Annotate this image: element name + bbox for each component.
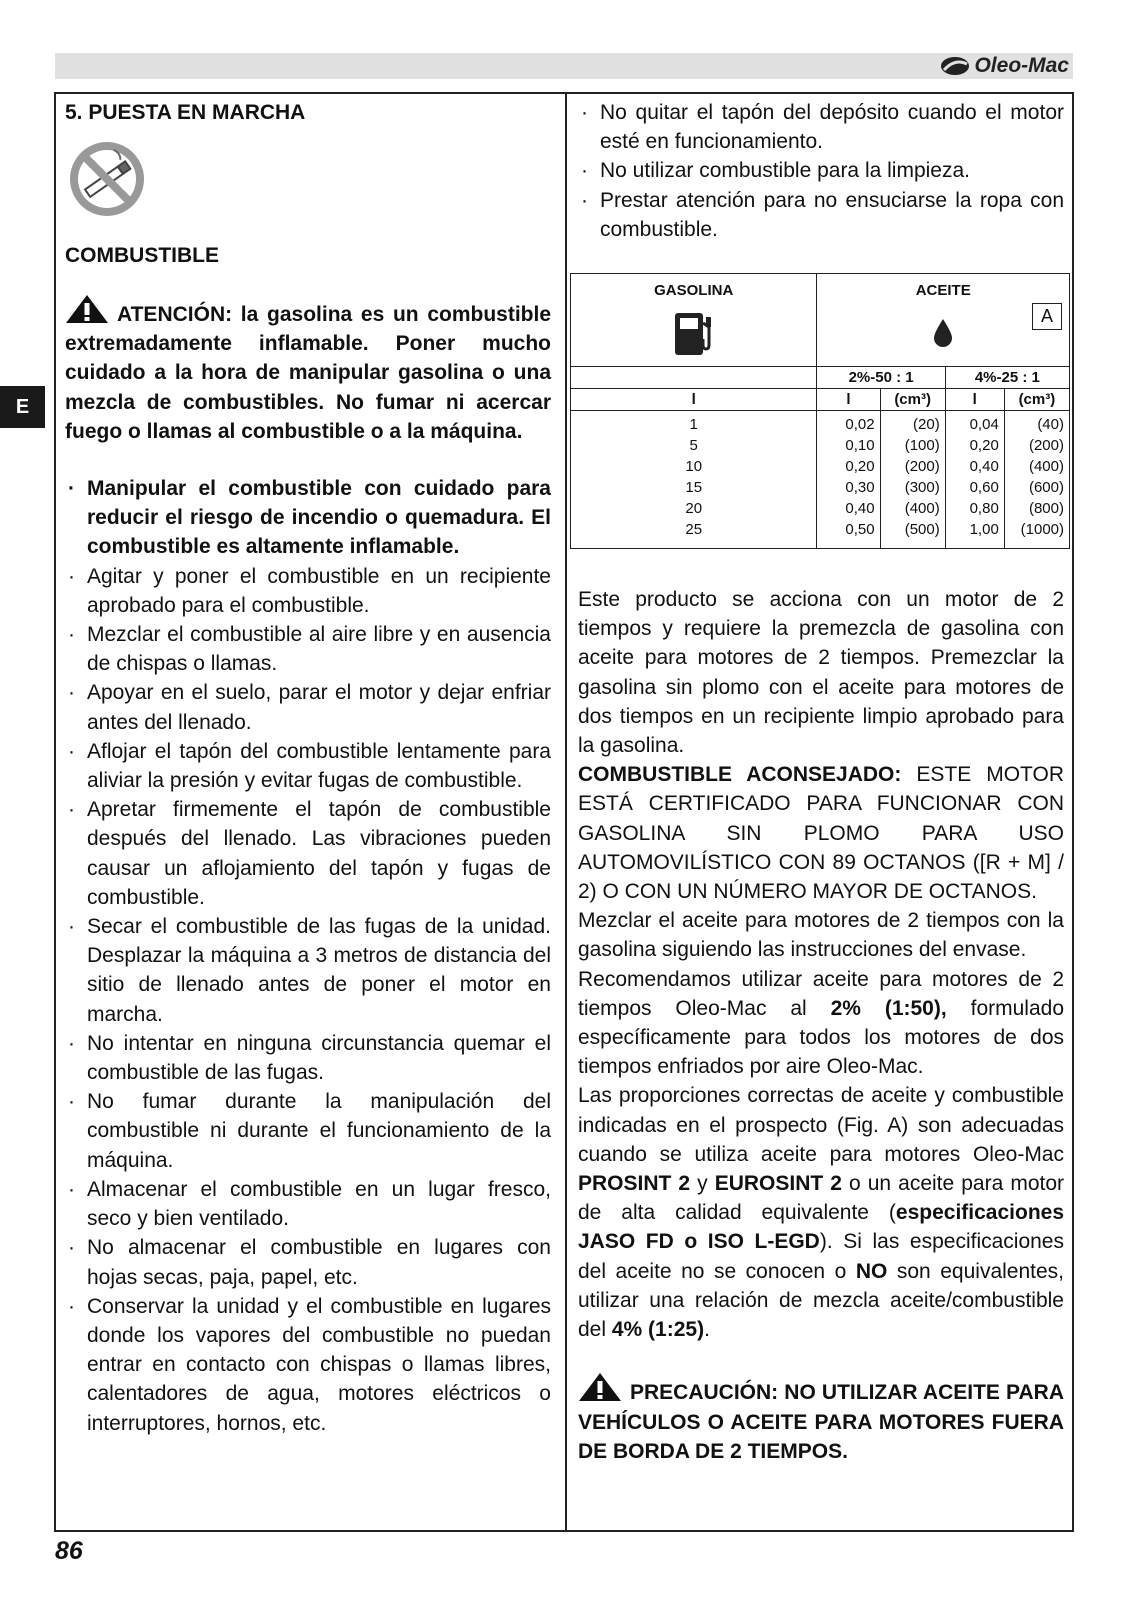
fuel-pump-cell bbox=[571, 306, 817, 367]
list-item: · Apoyar en el suelo, parar el motor y dejar enfriar antes del llenado. bbox=[65, 678, 551, 736]
table-row bbox=[571, 411, 1070, 436]
table-cell: (800) bbox=[1004, 498, 1069, 519]
recommended-fuel-paragraph bbox=[578, 760, 1064, 906]
list-item: · Apretar firmemente el tapón de combustible después del llenado. Las vibraciones pueden causar un aflojamiento del tapón y fugas de combustible. bbox=[65, 795, 551, 912]
table-cell: 25 bbox=[685, 521, 703, 539]
no-smoking-icon bbox=[67, 139, 147, 219]
text-span: y bbox=[697, 1172, 708, 1196]
caution-note bbox=[578, 1372, 1064, 1466]
table-cell: 0,04 bbox=[945, 411, 1004, 436]
mix-table-body bbox=[571, 411, 1070, 549]
list-item: · Aflojar el tapón del combustible lentamente para aliviar la presión y evitar fugas de combustible. bbox=[65, 737, 551, 795]
caution-text: PRECAUCIÓN: NO UTILIZAR ACEITE PARA VEHÍCULOS O ACEITE PARA MOTORES FUERA DE BORDA DE 2 TIEMPOS. bbox=[578, 1381, 1064, 1463]
ratio-4-percent: 4%-25 : 1 bbox=[945, 367, 1069, 389]
text-span: ). Si las especificaciones del aceite no se conocen o bbox=[578, 1230, 1064, 1283]
table-cell: 1,00 bbox=[945, 519, 1004, 549]
text-span: formulado específicamente para todos los motores de dos tiempos enfriados por aire Oleo-Mac. bbox=[578, 996, 1064, 1079]
unit-oil-cm3-1: (cm³) bbox=[880, 389, 945, 411]
text-span: Recomendamos utilizar aceite para motores de 2 tiempos Oleo-Mac al bbox=[578, 967, 1064, 1020]
list-item: · No almacenar el combustible en lugares con hojas secas, paja, papel, etc. bbox=[65, 1233, 551, 1291]
page-number: 86 bbox=[55, 1537, 83, 1565]
table-cell: 0,20 bbox=[817, 456, 880, 477]
unit-gasoline-l: l bbox=[691, 391, 696, 409]
recommended-fuel-label: COMBUSTIBLE ACONSEJADO: bbox=[578, 763, 902, 787]
table-cell: (100) bbox=[880, 435, 945, 456]
oil-drop-icon bbox=[932, 318, 954, 348]
table-cell: (200) bbox=[880, 456, 945, 477]
list-item: · No fumar durante la manipulación del combustible ni durante el funcionamiento de la máquina. bbox=[65, 1087, 551, 1175]
table-row bbox=[571, 498, 1070, 519]
right-column bbox=[578, 98, 1064, 1466]
oil-proportions-paragraph bbox=[578, 1081, 1064, 1344]
recommended-oil-paragraph bbox=[578, 965, 1064, 1082]
table-cell: 0,50 bbox=[817, 519, 880, 549]
table-cell: 0,80 bbox=[945, 498, 1004, 519]
table-cell: (1000) bbox=[1004, 519, 1069, 549]
text-span: son equivalentes, utilizar una relación de mezcla aceite/combustible del bbox=[578, 1259, 1064, 1342]
section-title: 5. PUESTA EN MARCHA bbox=[65, 101, 306, 124]
fuel-warning bbox=[65, 294, 551, 446]
unit-oil-l-2: l bbox=[945, 389, 1004, 411]
table-cell: (200) bbox=[1004, 435, 1069, 456]
language-tab: E bbox=[0, 386, 45, 428]
table-row bbox=[571, 456, 1070, 477]
table-cell: (400) bbox=[880, 498, 945, 519]
list-item: · Manipular el combustible con cuidado para reducir el riesgo de incendio o quemadura. El combustible es altamente inflamable. bbox=[65, 474, 551, 562]
table-cell: 10 bbox=[685, 458, 703, 476]
recommended-fuel-text: ESTE MOTOR ESTÁ CERTIFICADO PARA FUNCIONAR CON GASOLINA SIN PLOMO PARA USO AUTOMOVILÍSTICO CON 89 OCTANOS ([R + M] / 2) O CON UN NÚMERO MAYOR DE OCTANOS. bbox=[578, 763, 1065, 904]
logo-text: Oleo-Mac bbox=[974, 54, 1069, 77]
unit-oil-l-1: l bbox=[817, 389, 880, 411]
text-span: Las proporciones correctas de aceite y combustible indicadas en el prospecto (Fig. A) son adecuadas cuando se utiliza aceite para motores Oleo-Mac bbox=[578, 1084, 1064, 1166]
ratio-2-percent: 2%-50 : 1 bbox=[817, 367, 945, 389]
left-column bbox=[65, 98, 551, 1438]
subsection-title: COMBUSTIBLE bbox=[65, 244, 219, 267]
fuel-warning-text: ATENCIÓN: la gasolina es un combustible extremadamente inflamable. Poner mucho cuidado a la hora de manipular gasolina o una mezcla de combustibles. No fumar ni acercar fuego o llamas al combustible o a la máquina. bbox=[65, 303, 551, 443]
oil-header: ACEITE bbox=[817, 274, 1070, 307]
list-item: · Mezclar el combustible al aire libre y en ausencia de chispas o llamas. bbox=[65, 620, 551, 678]
table-cell: 0,02 bbox=[817, 411, 880, 436]
table-cell: (40) bbox=[1004, 411, 1069, 436]
unit-oil-cm3-2: (cm³) bbox=[1004, 389, 1069, 411]
table-row bbox=[571, 435, 1070, 456]
list-item: · Almacenar el combustible en un lugar fresco, seco y bien ventilado. bbox=[65, 1175, 551, 1233]
logo-swoosh-icon bbox=[940, 56, 970, 76]
table-cell: (600) bbox=[1004, 477, 1069, 498]
table-cell: (500) bbox=[880, 519, 945, 549]
table-cell: 0,60 bbox=[945, 477, 1004, 498]
ratio-bold: 4% (1:25) bbox=[611, 1318, 705, 1342]
table-cell: 0,10 bbox=[817, 435, 880, 456]
mix-table-wrapper bbox=[578, 273, 1064, 549]
list-item: · Prestar atención para no ensuciarse la ropa con combustible. bbox=[578, 186, 1064, 244]
table-cell: 5 bbox=[689, 437, 698, 455]
warning-icon bbox=[578, 1372, 622, 1402]
table-cell: (20) bbox=[880, 411, 945, 436]
list-item: · No quitar el tapón del depósito cuando el motor esté en funcionamiento. bbox=[578, 98, 1064, 156]
table-cell: (300) bbox=[880, 477, 945, 498]
no-bold: NO bbox=[855, 1259, 888, 1283]
table-cell: 0,40 bbox=[817, 498, 880, 519]
text-span: o un aceite para motor de alta calidad equivalente ( bbox=[578, 1172, 1065, 1225]
table-cell: 20 bbox=[685, 500, 703, 518]
mix-instructions-paragraph: Mezclar el aceite para motores de 2 tiempos con la gasolina siguiendo las instrucciones del envase. bbox=[578, 909, 1064, 962]
gasoline-header: GASOLINA bbox=[654, 281, 734, 299]
list-item: · Conservar la unidad y el combustible en lugares donde los vapores del combustible no puedan entrar en contacto con chispas o llamas libres, calentadores de agua, motores eléctricos o interruptores, hornos, etc. bbox=[65, 1292, 551, 1438]
header-bar bbox=[55, 53, 1073, 79]
product-name: EUROSINT 2 bbox=[714, 1172, 842, 1196]
table-cell: 0,40 bbox=[945, 456, 1004, 477]
table-cell: 15 bbox=[685, 479, 703, 497]
table-cell: (400) bbox=[1004, 456, 1069, 477]
table-cell: 1 bbox=[689, 416, 698, 434]
fuel-safety-list-continued bbox=[578, 98, 1064, 244]
fuel-pump-icon bbox=[673, 309, 715, 357]
warning-icon bbox=[65, 294, 109, 324]
list-item: · No intentar en ninguna circunstancia quemar el combustible de las fugas. bbox=[65, 1029, 551, 1087]
figure-label: A bbox=[1032, 303, 1062, 330]
table-cell: 0,20 bbox=[945, 435, 1004, 456]
column-divider bbox=[565, 92, 567, 1532]
list-item: · Secar el combustible de las fugas de la unidad. Desplazar la máquina a 3 metros de distancia del sitio de llenado antes de poner el motor en marcha. bbox=[65, 912, 551, 1029]
product-name: PROSINT 2 bbox=[578, 1172, 691, 1196]
list-item: · Agitar y poner el combustible en un recipiente aprobado para el combustible. bbox=[65, 562, 551, 620]
table-row bbox=[571, 477, 1070, 498]
text-span: . bbox=[704, 1318, 710, 1342]
fuel-safety-list bbox=[65, 474, 551, 1438]
ratio-bold: 2% (1:50), bbox=[830, 996, 947, 1020]
two-stroke-paragraph: Este producto se acciona con un motor de 2 tiempos y requiere la premezcla de gasolina con aceite para motores de 2 tiempos. Premezclar la gasolina sin plomo con el aceite para motores de dos tiempos en un recipiente limpio aprobado para la gasolina. bbox=[578, 588, 1064, 758]
spec-bold: especificaciones JASO FD o ISO L-EGD bbox=[578, 1201, 1064, 1254]
list-item: · No utilizar combustible para la limpieza. bbox=[578, 156, 1064, 185]
table-cell: 0,30 bbox=[817, 477, 880, 498]
table-row bbox=[571, 519, 1070, 549]
fuel-mix-table bbox=[570, 273, 1070, 549]
brand-logo bbox=[940, 53, 1069, 79]
